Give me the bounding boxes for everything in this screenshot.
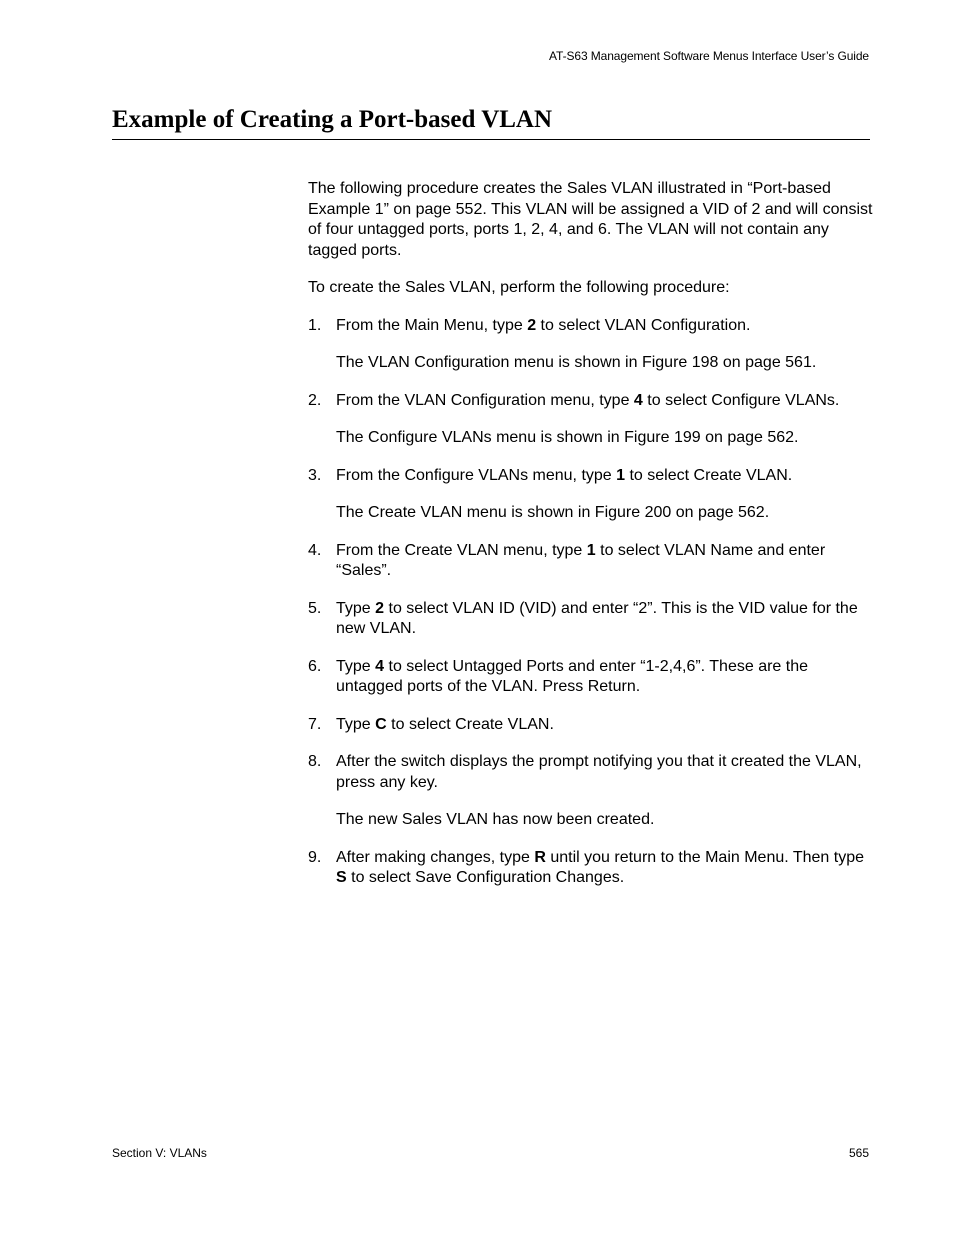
key-label: 2 [375, 599, 385, 617]
key-label: 1 [586, 541, 596, 559]
lead-paragraph: To create the Sales VLAN, perform the following procedure: [308, 279, 730, 296]
intro-paragraph: The following procedure creates the Sales VLAN illustrated in “Port-based Example 1” on page 552. This VLAN will be assigned a VID of 2 and will consist of four untagged ports, ports 1, 2, 4, and 6. The VLAN will not contain any tagged ports. [308, 180, 873, 259]
step-text: From the Create VLAN menu, type 1 to select VLAN Name and enter “Sales”. [336, 541, 826, 579]
body-text [308, 179, 873, 906]
step-2 [308, 391, 873, 449]
step-8 [308, 752, 873, 831]
step-1 [308, 316, 873, 374]
step-text: From the VLAN Configuration menu, type 4 to select Configure VLANs. [336, 391, 840, 409]
footer-page-number: 565 [848, 1146, 869, 1160]
title-rule [112, 139, 870, 140]
key-label: 4 [633, 391, 643, 409]
running-header: AT-S63 Management Software Menus Interface User’s Guide [549, 49, 869, 63]
key-label: R [534, 848, 546, 866]
key-label: 4 [375, 657, 385, 675]
step-text: After making changes, type R until you return to the Main Menu. Then type S to select Save Configuration Changes. [336, 848, 864, 886]
step-text: From the Configure VLANs menu, type 1 to select Create VLAN. [336, 466, 793, 484]
step-text: Type 4 to select Untagged Ports and enter “1-2,4,6”. These are the untagged ports of the VLAN. Press Return. [336, 657, 808, 695]
step-number: 4. [308, 541, 322, 559]
step-7 [308, 715, 873, 736]
step-text: Type 2 to select VLAN ID (VID) and enter “2”. This is the VID value for the new VLAN. [336, 599, 858, 637]
section-title: Example of Creating a Port-based VLAN [112, 106, 553, 133]
step-number: 7. [308, 715, 322, 733]
step-text: Type C to select Create VLAN. [336, 715, 554, 733]
step-text: From the Main Menu, type 2 to select VLAN Configuration. [336, 316, 751, 334]
key-label: S [336, 869, 347, 886]
step-note: The Create VLAN menu is shown in Figure 200 on page 562. [336, 504, 770, 521]
step-3 [308, 466, 873, 524]
step-number: 2. [308, 391, 322, 409]
key-label: 1 [616, 466, 626, 484]
step-5 [308, 599, 873, 640]
step-4 [308, 541, 873, 582]
step-note: The Configure VLANs menu is shown in Figure 199 on page 562. [336, 429, 799, 446]
step-text: After the switch displays the prompt notifying you that it created the VLAN, press any key. [336, 753, 862, 791]
step-number: 9. [308, 848, 322, 866]
step-note: The VLAN Configuration menu is shown in Figure 198 on page 561. [336, 354, 817, 371]
step-number: 6. [308, 657, 322, 675]
key-label: C [375, 715, 387, 733]
step-number: 8. [308, 753, 322, 770]
step-note: The new Sales VLAN has now been created. [336, 811, 655, 828]
step-6 [308, 657, 873, 698]
step-number: 1. [308, 316, 322, 334]
step-9 [308, 848, 873, 889]
footer-section: Section V: VLANs [112, 1146, 207, 1160]
step-number: 3. [308, 466, 322, 484]
procedure-steps [308, 316, 873, 889]
step-number: 5. [308, 599, 322, 617]
key-label: 2 [527, 316, 537, 334]
